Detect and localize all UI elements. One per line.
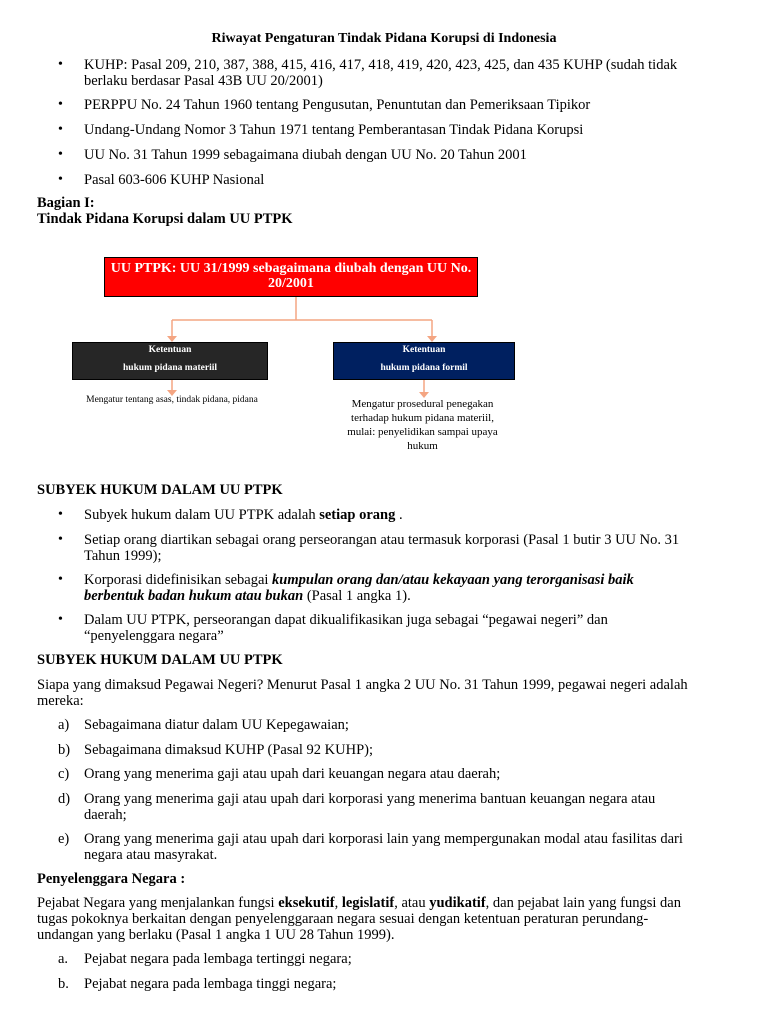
section-heading-bagian: Bagian I: Tindak Pidana Korupsi dalam UU PTPK <box>37 195 293 227</box>
list-label: b) <box>58 742 71 758</box>
bullet-icon: • <box>58 572 63 587</box>
diagram-formil-box: Ketentuan hukum pidana formil <box>333 342 515 380</box>
list-label: a) <box>58 717 70 733</box>
diagram-materiil-box: Ketentuan hukum pidana materiil <box>72 342 268 380</box>
history-item-4: UU No. 31 Tahun 1999 sebagaimana diubah dengan UU No. 20 Tahun 2001 <box>84 147 527 163</box>
subyek-bullet-3: Korporasi didefinisikan sebagai kumpulan orang dan/atau kekayaan yang terorganisasi baik berbentuk badan hukum atau bukan (Pasal 1 angka 1). <box>84 572 634 604</box>
pegawai-item-b: Sebagaimana dimaksud KUHP (Pasal 92 KUHP); <box>84 742 374 758</box>
document-title: Riwayat Pengaturan Tindak Pidana Korupsi di Indonesia <box>211 31 557 46</box>
diagram-materiil-note: Mengatur tentang asas, tindak pidana, pidana <box>86 395 258 405</box>
history-item-2: PERPPU No. 24 Tahun 1960 tentang Pengusutan, Penuntutan dan Pemeriksaan Tipikor <box>84 97 591 113</box>
bullet-icon: • <box>58 172 63 187</box>
history-item-3: Undang-Undang Nomor 3 Tahun 1971 tentang Pemberantasan Tindak Pidana Korupsi <box>84 122 584 138</box>
penyelenggara-item-a: Pejabat negara pada lembaga tertinggi negara; <box>84 951 352 967</box>
diagram-formil-note: Mengatur prosedural penegakan terhadap hukum pidana materiil, mulai: penyelidikan sampai upaya hukum <box>347 398 498 452</box>
bullet-icon: • <box>58 147 63 162</box>
pegawai-item-d: Orang yang menerima gaji atau upah dari korporasi yang menerima bantuan keuangan negara atau daerah; <box>84 791 656 823</box>
subyek-bullet-4: Dalam UU PTPK, perseorangan dapat dikualifikasikan juga sebagai “pegawai negeri” dan “penyelenggara negara” <box>84 612 608 644</box>
bullet-icon: • <box>58 122 63 137</box>
bullet-icon: • <box>58 507 63 522</box>
pegawai-negeri-intro: Siapa yang dimaksud Pegawai Negeri? Menurut Pasal 1 angka 2 UU No. 31 Tahun 1999, pegawai negeri adalah mereka: <box>37 677 688 709</box>
bullet-icon: • <box>58 612 63 627</box>
pegawai-item-a: Sebagaimana diatur dalam UU Kepegawaian; <box>84 717 349 733</box>
section-heading-penyelenggara: Penyelenggara Negara : <box>37 871 186 887</box>
penyelenggara-paragraph: Pejabat Negara yang menjalankan fungsi eksekutif, legislatif, atau yudikatif, dan pejabat lain yang fungsi dan tugas pokoknya berkaitan dengan penyelenggaraan negara sesuai dengan ketentuan peraturan perundang- undangan yang berlaku (Pasal 1 angka 1 UU 28 Tahun 1999). <box>37 895 681 943</box>
diagram-top-box: UU PTPK: UU 31/1999 sebagaimana diubah dengan UU No. 20/2001 <box>104 257 478 297</box>
list-label: c) <box>58 766 70 782</box>
bullet-icon: • <box>58 532 63 547</box>
list-label: d) <box>58 791 71 807</box>
section-heading-subyek-2: SUBYEK HUKUM DALAM UU PTPK <box>37 652 283 668</box>
list-label: a. <box>58 951 69 967</box>
pegawai-item-e: Orang yang menerima gaji atau upah dari korporasi lain yang mempergunakan modal atau fasilitas dari negara atau masyrakat. <box>84 831 683 863</box>
bullet-icon: • <box>58 97 63 112</box>
penyelenggara-item-b: Pejabat negara pada lembaga tinggi negara; <box>84 976 337 992</box>
list-label: b. <box>58 976 69 992</box>
pegawai-item-c: Orang yang menerima gaji atau upah dari keuangan negara atau daerah; <box>84 766 501 782</box>
bullet-icon: • <box>58 57 63 72</box>
list-label: e) <box>58 831 70 847</box>
section-heading-subyek-1: SUBYEK HUKUM DALAM UU PTPK <box>37 482 283 498</box>
subyek-bullet-2: Setiap orang diartikan sebagai orang perseorangan atau termasuk korporasi (Pasal 1 butir 3 UU No. 31 Tahun 1999); <box>84 532 680 564</box>
history-item-1: KUHP: Pasal 209, 210, 387, 388, 415, 416, 417, 418, 419, 420, 423, 425, dan 435 KUHP (sudah tidak berlaku berdasar Pasal 43B UU 20/2001) <box>84 57 678 89</box>
history-item-5: Pasal 603-606 KUHP Nasional <box>84 172 265 188</box>
subyek-bullet-1: Subyek hukum dalam UU PTPK adalah setiap orang . <box>84 507 403 523</box>
